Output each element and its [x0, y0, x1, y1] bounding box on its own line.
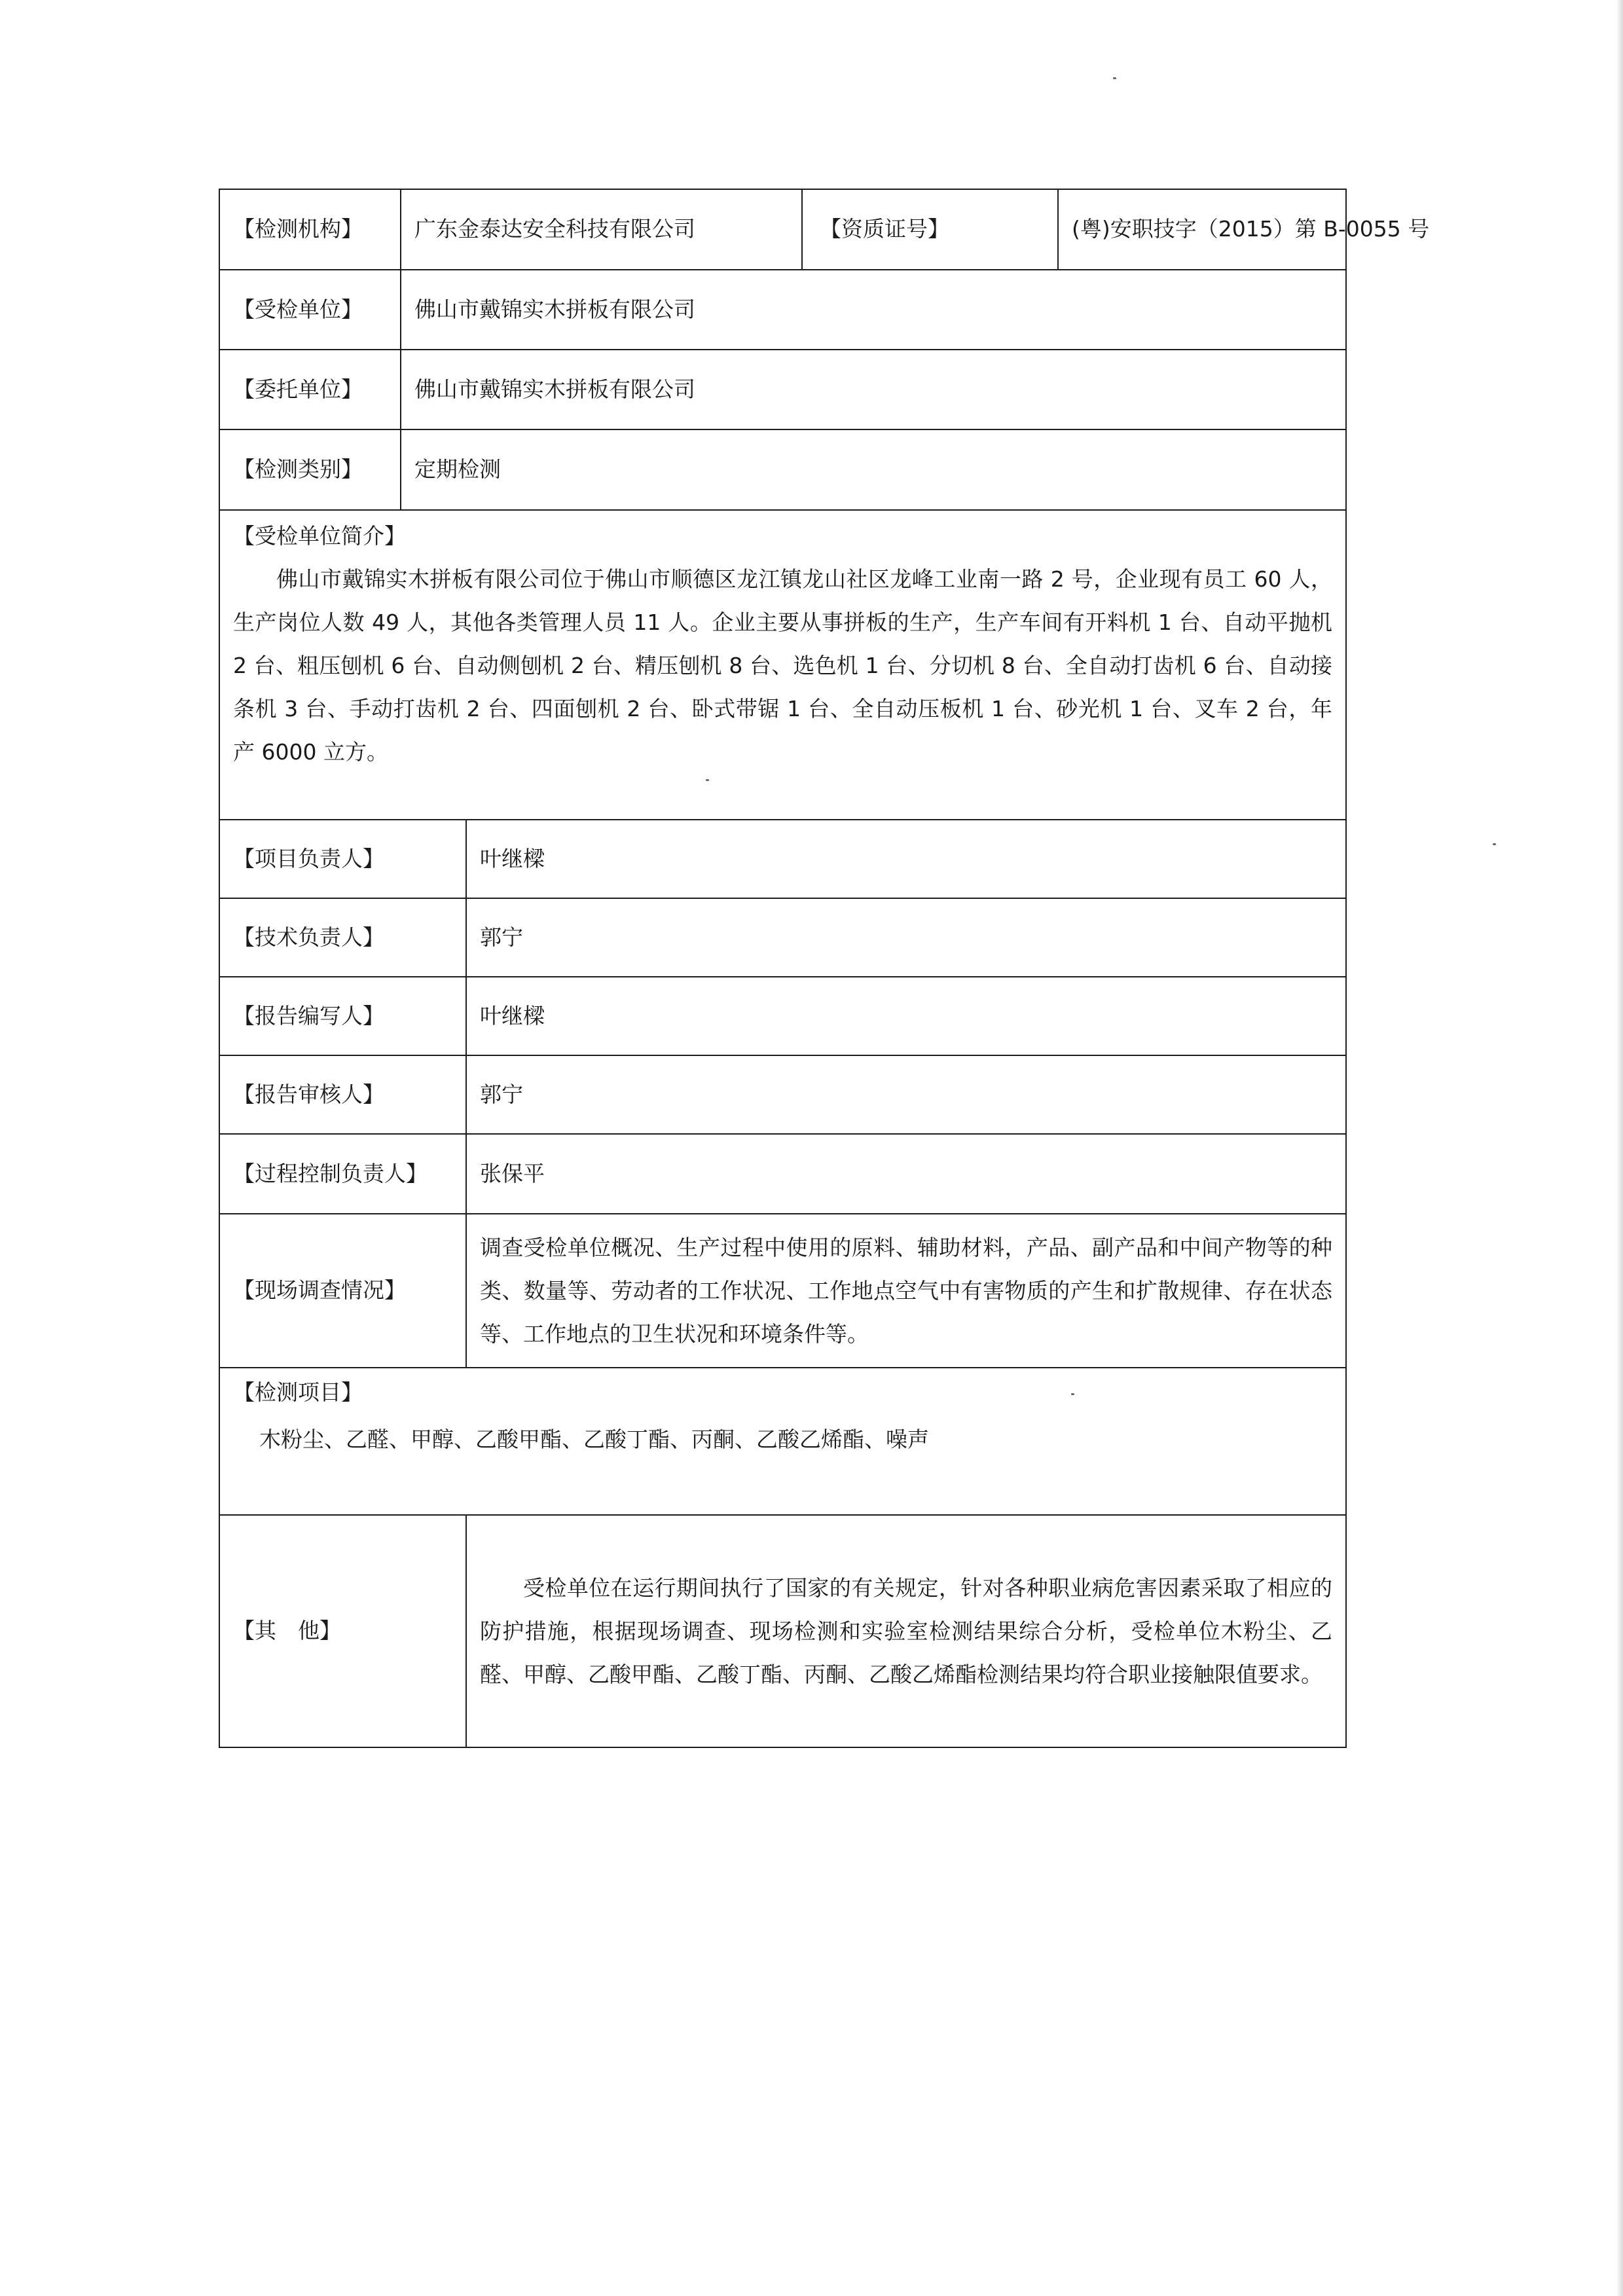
inspection-type-row [219, 429, 1346, 510]
test-items-label: 【检测项目】 [233, 1379, 363, 1405]
site-survey-text: 调查受检单位概况、生产过程中使用的原料、辅助材料，产品、副产品和中间产物等的种类、数量等、劳动者的工作状况、工作地点空气中有害物质的产生和扩散规律、存在状态等、工作地点的卫生状况和环境条件等。 [480, 1234, 1332, 1347]
report-reviewer-row [219, 1055, 1346, 1134]
unit-intro-label: 【受检单位简介】 [233, 523, 406, 549]
test-items-text: 木粉尘、乙醛、甲醇、乙酸甲酯、乙酸丁酯、丙酮、乙酸乙烯酯、噪声 [259, 1427, 929, 1453]
inspection-type-value: 定期检测 [401, 429, 1346, 510]
other-row [219, 1515, 1346, 1747]
tech-lead-label: 【技术负责人】 [219, 898, 466, 977]
inspection-type-label: 【检测类别】 [219, 429, 401, 510]
client-unit-label: 【委托单位】 [219, 350, 401, 429]
client-unit-value: 佛山市戴锦实木拼板有限公司 [401, 350, 1346, 429]
site-survey-row [219, 1214, 1346, 1368]
scan-speck [1113, 77, 1116, 79]
process-control-value: 张保平 [466, 1134, 1346, 1214]
page-scan-edge [1616, 0, 1623, 2296]
agency-value: 广东金泰达安全科技有限公司 [401, 189, 802, 270]
project-lead-value: 叶继樑 [466, 820, 1346, 898]
cert-value: (粤)安职技字（2015）第 B-0055 号 [1058, 189, 1346, 270]
scan-speck [706, 779, 709, 781]
client-unit-row [219, 350, 1346, 429]
report-writer-value: 叶继樑 [466, 977, 1346, 1055]
inspection-info-table [219, 189, 1430, 1748]
other-label: 【其 他】 [219, 1515, 466, 1747]
project-lead-row [219, 820, 1346, 898]
inspected-unit-label: 【受检单位】 [219, 270, 401, 350]
tech-lead-row [219, 898, 1346, 977]
cert-label: 【资质证号】 [802, 189, 1058, 270]
process-control-label: 【过程控制负责人】 [219, 1134, 466, 1214]
project-lead-label: 【项目负责人】 [219, 820, 466, 898]
report-reviewer-label: 【报告审核人】 [219, 1055, 466, 1134]
inspected-unit-value: 佛山市戴锦实木拼板有限公司 [401, 270, 1346, 350]
scan-speck [1493, 843, 1496, 845]
test-items-row [219, 1368, 1346, 1515]
report-writer-label: 【报告编写人】 [219, 977, 466, 1055]
other-text: 受检单位在运行期间执行了国家的有关规定，针对各种职业病危害因素采取了相应的防护措施，根据现场调查、现场检测和实验室检测结果综合分析，受检单位木粉尘、乙醛、甲醇、乙酸甲酯、乙酸丁酯、丙酮、乙酸乙烯酯检测结果均符合职业接触限值要求。 [480, 1575, 1332, 1687]
scan-speck [1071, 1393, 1074, 1395]
report-reviewer-value: 郭宁 [466, 1055, 1346, 1134]
agency-row [219, 189, 1346, 270]
inspected-unit-row [219, 270, 1346, 350]
unit-intro-row [219, 510, 1346, 820]
site-survey-label: 【现场调查情况】 [219, 1214, 466, 1368]
process-control-row [219, 1134, 1346, 1214]
report-writer-row [219, 977, 1346, 1055]
unit-intro-text: 佛山市戴锦实木拼板有限公司位于佛山市顺德区龙江镇龙山社区龙峰工业南一路 2 号，企业现有员工 60 人，生产岗位人数 49 人，其他各类管理人员 11 人。企业主要从事拼板的生产，生产车间有开料机 1 台、自动平抛机 2 台、粗压刨机 6 台、自动侧刨机 2 台、精压刨机 8 台、选色机 1 台、分切机 8 台、全自动打齿机 6 台、自动接条机 3 台、手动打齿机 2 台、四面刨机 2 台、卧式带锯 1 台、全自动压板机 1 台、砂光机 1 台、叉车 2 台，年产 6000 立方。 [233, 566, 1332, 765]
agency-label: 【检测机构】 [219, 189, 401, 270]
tech-lead-value: 郭宁 [466, 898, 1346, 977]
